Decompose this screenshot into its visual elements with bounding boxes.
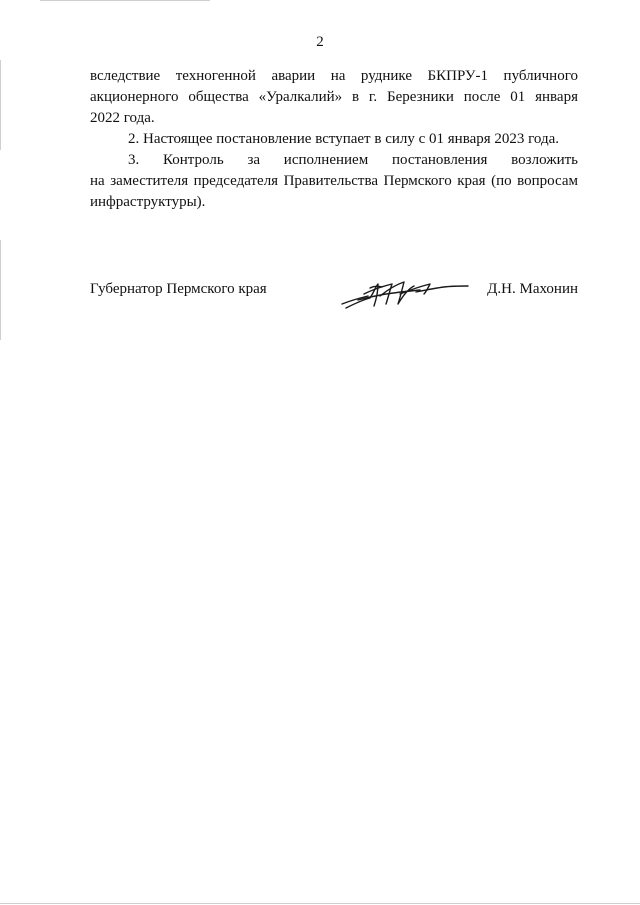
page-number: 2 (316, 34, 324, 50)
paragraph-2: 2. Настоящее постановление вступает в силу с 01 января 2023 года. (128, 131, 560, 147)
handwritten-signature (340, 274, 470, 312)
signature-block (90, 274, 578, 314)
scan-edge-bottom (0, 903, 640, 904)
paragraph-1-line-2: акционерного общества «Уралкалий» в г. Березники после 01 января (90, 89, 578, 105)
paragraph-1-line-3: 2022 года. (90, 110, 155, 126)
scan-edge-left-1 (0, 60, 1, 150)
paragraph-1-line-1: вследствие техногенной аварии на руднике БКПРУ-1 публичного (90, 68, 578, 84)
document-body (90, 66, 578, 213)
paragraph-3-rest: на заместителя председателя Правительства Пермского края (по вопросам инфраструктуры). (90, 173, 578, 210)
scan-edge-top (40, 0, 210, 1)
signatory-name: Д.Н. Махонин (487, 281, 578, 297)
scan-edge-left-2 (0, 240, 1, 340)
paragraph-3-line-1: 3. Контроль за исполнением постановления возложить (128, 152, 578, 168)
signatory-position: Губернатор Пермского края (90, 281, 267, 297)
